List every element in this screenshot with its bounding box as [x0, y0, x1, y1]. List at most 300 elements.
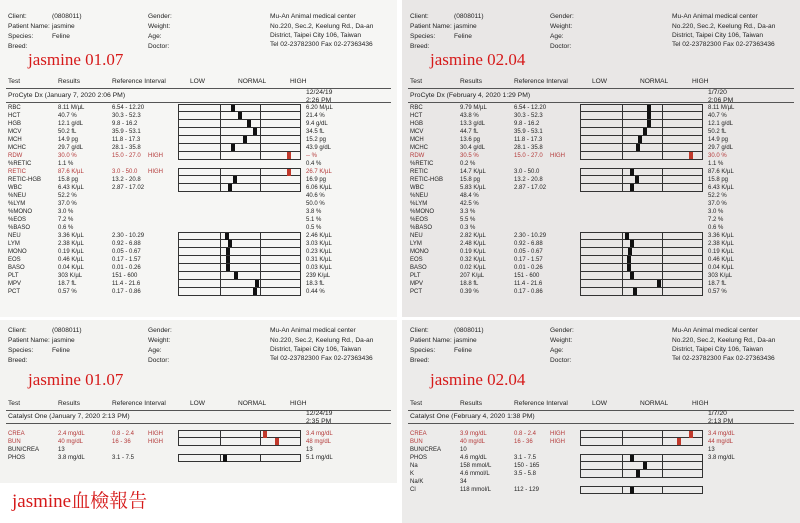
range-divider-low: [622, 264, 623, 271]
range-bar: [178, 256, 301, 264]
result-marker: [231, 105, 235, 112]
previous-value: -- %: [306, 153, 317, 159]
result-row: [402, 430, 800, 438]
reference-interval: 151 - 600: [514, 273, 540, 279]
previous-value: 26.7 K/µL: [306, 169, 332, 175]
range-divider-high: [662, 431, 663, 437]
reference-interval: 0.17 - 0.86: [514, 289, 543, 295]
clinic-phone: Tel 02-23782300 Fax 02-27363436: [270, 41, 373, 48]
reference-interval: 15.0 - 27.0: [514, 153, 543, 159]
result-marker: [636, 144, 640, 151]
range-divider-low: [220, 233, 221, 239]
result-row: [402, 256, 800, 264]
result-row: [402, 438, 800, 446]
column-header-ref: Reference Interval: [112, 400, 166, 407]
range-divider-low: [622, 462, 623, 469]
header-breed-label: Breed:: [410, 43, 430, 50]
previous-value: 3.0 %: [708, 209, 724, 215]
previous-value: 0.31 K/µL: [306, 257, 332, 263]
result-value: 2.38 K/µL: [58, 241, 84, 247]
range-bar: [580, 128, 703, 136]
range-bar: [178, 288, 301, 296]
reference-interval: 0.17 - 1.57: [514, 257, 543, 263]
result-value: 2.48 K/µL: [460, 241, 486, 247]
range-divider-low: [622, 455, 623, 461]
column-header-high: HIGH: [290, 78, 307, 85]
result-value: 15.8 pg: [58, 177, 79, 183]
column-header-test: Test: [410, 400, 423, 407]
column-header-low: LOW: [190, 78, 206, 85]
result-row: [402, 136, 800, 144]
previous-value: 40.6 %: [306, 193, 325, 199]
high-flag: HIGH: [148, 431, 163, 437]
range-divider-high: [260, 288, 261, 295]
result-row: [0, 288, 397, 296]
previous-value: 18.3 fL: [306, 281, 325, 287]
column-header-test: Test: [8, 400, 21, 407]
result-marker: [228, 184, 232, 191]
test-name: WBC: [8, 185, 22, 191]
header-patient-label: Patient Name:: [8, 23, 50, 30]
column-header-normal: NORMAL: [238, 78, 267, 85]
result-value: 29.7 g/dL: [58, 145, 84, 151]
test-name: MCHC: [410, 145, 428, 151]
range-divider-high: [662, 169, 663, 175]
result-row: [0, 256, 397, 264]
result-row: [0, 136, 397, 144]
reference-interval: 0.05 - 0.67: [112, 249, 141, 255]
reference-interval: 28.1 - 35.8: [112, 145, 141, 151]
result-marker: [228, 240, 232, 247]
result-value: 87.6 K/µL: [58, 169, 84, 175]
range-bar: [580, 438, 703, 446]
test-name: BASO: [8, 265, 25, 271]
range-divider-high: [662, 470, 663, 477]
previous-value: 5.1 mg/dL: [306, 455, 333, 461]
result-marker: [638, 136, 642, 143]
range-bar: [178, 136, 301, 144]
clinic-phone: Tel 02-23782300 Fax 02-27363436: [270, 355, 373, 362]
test-name: LYM: [410, 241, 422, 247]
range-divider-high: [260, 438, 261, 445]
header-client-value: (0808011): [454, 327, 484, 334]
result-row: [402, 200, 800, 208]
result-value: 0.02 K/µL: [460, 265, 486, 271]
reference-interval: 0.17 - 1.57: [112, 257, 141, 263]
result-value: 18.8 fL: [460, 281, 479, 287]
previous-value: 16.9 pg: [306, 177, 327, 183]
result-value: 40 mg/dL: [58, 439, 84, 445]
result-marker: [238, 112, 242, 119]
previous-value: 44 mg/dL: [708, 439, 734, 445]
range-divider-low: [622, 169, 623, 175]
report-panel-procyte-0107: [0, 0, 397, 317]
result-row: [0, 184, 397, 192]
result-marker: [226, 256, 230, 263]
range-divider-low: [622, 112, 623, 119]
result-marker: [253, 288, 257, 295]
previous-value: 2.46 K/µL: [306, 233, 332, 239]
high-flag: HIGH: [550, 431, 565, 437]
header-age-label: Age:: [550, 347, 564, 354]
test-name: WBC: [410, 185, 424, 191]
result-marker: [689, 431, 693, 438]
result-marker: [223, 455, 227, 462]
reference-interval: 16 - 36: [112, 439, 131, 445]
header-separator: [408, 410, 794, 411]
range-divider-high: [662, 176, 663, 183]
result-value: 40 mg/dL: [460, 439, 486, 445]
result-value: 52.2 %: [58, 193, 77, 199]
result-marker: [275, 438, 279, 445]
range-bar: [580, 136, 703, 144]
header-species-value: Feline: [52, 347, 70, 354]
clinic-phone: Tel 02-23782300 Fax 02-27363436: [672, 355, 775, 362]
range-divider-low: [622, 288, 623, 295]
range-divider-low: [220, 176, 221, 183]
result-value: 158 mmol/L: [460, 463, 492, 469]
reference-interval: 11.8 - 17.3: [112, 137, 141, 143]
section-title: Catalyst One (January 7, 2020 2:13 PM): [8, 413, 130, 420]
range-divider-high: [260, 105, 261, 111]
result-value: 8.11 M/µL: [58, 105, 85, 111]
column-header-results: Results: [460, 400, 482, 407]
result-marker: [627, 256, 631, 263]
section-separator: [408, 423, 794, 424]
side-date: 12/24/19: [306, 89, 333, 96]
result-value: 10: [460, 447, 467, 453]
result-value: 0.32 K/µL: [460, 257, 486, 263]
result-marker: [630, 184, 634, 191]
range-divider-low: [622, 280, 623, 287]
range-bar: [580, 152, 703, 160]
result-marker: [630, 455, 634, 462]
result-marker: [647, 120, 651, 127]
range-divider-high: [260, 248, 261, 255]
column-header-ref: Reference Interval: [514, 400, 568, 407]
header-weight-label: Weight:: [550, 23, 573, 30]
reference-interval: 35.9 - 53.1: [112, 129, 141, 135]
test-name: %BASO: [8, 225, 31, 231]
clinic-name: Mu-An Animal medical center: [270, 327, 356, 334]
range-divider-high: [662, 144, 663, 151]
range-bar: [178, 264, 301, 272]
result-marker: [226, 248, 230, 255]
side-date: 1/7/20: [708, 410, 727, 417]
result-value: 4.6 mg/dL: [460, 455, 487, 461]
test-name: %BASO: [410, 225, 433, 231]
result-value: 44.7 fL: [460, 129, 479, 135]
result-marker: [630, 240, 634, 247]
previous-value: 239 K/µL: [306, 273, 331, 279]
side-time: 2:35 PM: [306, 418, 332, 425]
previous-value: 21.4 %: [306, 113, 325, 119]
range-bar: [580, 430, 703, 438]
clinic-name: Mu-An Animal medical center: [672, 13, 758, 20]
test-name: RDW: [8, 153, 23, 159]
range-bar: [580, 462, 703, 470]
reference-interval: 9.8 - 16.2: [112, 121, 138, 127]
range-divider-low: [220, 264, 221, 271]
range-divider-high: [260, 128, 261, 135]
result-row: [0, 446, 397, 454]
result-row: [0, 232, 397, 240]
result-marker: [627, 264, 631, 271]
header-gender-label: Gender:: [148, 13, 172, 20]
header-species-value: Feline: [454, 33, 472, 40]
result-value: 30.5 %: [460, 153, 479, 159]
range-divider-low: [622, 248, 623, 255]
test-name: %EOS: [410, 217, 429, 223]
panel-date-label: jasmine 02.04: [430, 50, 526, 69]
reference-interval: 13.2 - 20.8: [112, 177, 141, 183]
range-divider-high: [260, 280, 261, 287]
range-divider-high: [662, 240, 663, 247]
test-name: %RETIC: [8, 161, 32, 167]
section-separator: [408, 102, 794, 103]
header-patient-label: Patient Name:: [410, 337, 452, 344]
previous-value: 29.7 g/dL: [708, 145, 734, 151]
reference-interval: 3.1 - 7.5: [112, 455, 135, 461]
range-bar: [580, 112, 703, 120]
header-species-label: Species:: [8, 33, 34, 40]
range-bar: [580, 144, 703, 152]
previous-value: 7.2 %: [708, 217, 724, 223]
result-value: 207 K/µL: [460, 273, 485, 279]
clinic-phone: Tel 02-23782300 Fax 02-27363436: [672, 41, 775, 48]
test-name: BUN/CREA: [8, 447, 40, 453]
result-row: [402, 168, 800, 176]
result-value: 1.1 %: [58, 161, 74, 167]
range-divider-low: [622, 240, 623, 247]
header-client-label: Client:: [8, 327, 27, 334]
result-value: 18.7 fL: [58, 281, 77, 287]
range-bar: [178, 438, 301, 446]
previous-value: 3.8 %: [306, 209, 322, 215]
previous-value: 303 K/µL: [708, 273, 733, 279]
result-row: [402, 264, 800, 272]
result-value: 9.79 M/µL: [460, 105, 487, 111]
reference-interval: 11.8 - 17.3: [514, 137, 543, 143]
result-row: [0, 430, 397, 438]
range-divider-high: [260, 184, 261, 191]
test-name: LYM: [8, 241, 20, 247]
result-value: 43.8 %: [460, 113, 479, 119]
test-name: PCT: [8, 289, 20, 295]
previous-value: 30.0 %: [708, 153, 727, 159]
result-value: 0.2 %: [460, 161, 476, 167]
section-title: ProCyte Dx (January 7, 2020 2:06 PM): [8, 92, 126, 99]
range-divider-low: [220, 256, 221, 263]
range-divider-low: [622, 144, 623, 151]
range-bar: [178, 120, 301, 128]
header-weight-label: Weight:: [148, 337, 171, 344]
range-divider-high: [662, 248, 663, 255]
result-value: 13.3 g/dL: [460, 121, 486, 127]
range-divider-high: [662, 233, 663, 239]
header-patient-value: jasmine: [52, 337, 75, 344]
result-row: [0, 152, 397, 160]
result-marker: [231, 144, 235, 151]
result-row: [0, 120, 397, 128]
column-header-high: HIGH: [290, 400, 307, 407]
previous-value: 3.4 mg/dL: [306, 431, 333, 437]
result-row: [402, 160, 800, 168]
range-divider-low: [220, 248, 221, 255]
high-flag: HIGH: [550, 439, 565, 445]
range-bar: [178, 104, 301, 112]
previous-value: 2.38 K/µL: [708, 241, 734, 247]
range-divider-low: [220, 144, 221, 151]
previous-value: 6.43 K/µL: [708, 185, 734, 191]
range-bar: [580, 470, 703, 478]
result-row: [402, 462, 800, 470]
test-name: RBC: [8, 105, 21, 111]
previous-value: 50.0 %: [306, 201, 325, 207]
header-doctor-label: Doctor:: [148, 43, 170, 50]
result-marker: [287, 152, 291, 159]
result-row: [0, 272, 397, 280]
reference-interval: 2.87 - 17.02: [112, 185, 145, 191]
range-bar: [580, 232, 703, 240]
range-divider-low: [220, 455, 221, 461]
test-name: RETIC-HGB: [410, 177, 443, 183]
header-client-label: Client:: [8, 13, 27, 20]
reference-interval: 11.4 - 21.6: [514, 281, 543, 287]
result-value: 3.9 mg/dL: [460, 431, 487, 437]
test-name: NEU: [410, 233, 423, 239]
result-marker: [625, 233, 629, 240]
reference-interval: 0.92 - 6.88: [112, 241, 141, 247]
range-bar: [580, 288, 703, 296]
range-divider-high: [662, 105, 663, 111]
range-divider-low: [622, 136, 623, 143]
result-marker: [253, 128, 257, 135]
result-value: 37.0 %: [58, 201, 77, 207]
reference-interval: 0.8 - 2.4: [112, 431, 135, 437]
test-name: HCT: [8, 113, 21, 119]
range-bar: [178, 280, 301, 288]
header-age-label: Age:: [148, 33, 162, 40]
result-value: 0.57 %: [58, 289, 77, 295]
result-value: 118 mmol/L: [460, 487, 491, 493]
clinic-address: No.220, Sec.2, Keelung Rd., Da-an District, Taipei City 106, Taiwan: [672, 337, 776, 353]
result-value: 3.8 mg/dL: [58, 455, 85, 461]
high-flag: HIGH: [148, 439, 163, 445]
result-row: [0, 240, 397, 248]
section-separator: [6, 102, 391, 103]
range-bar: [178, 144, 301, 152]
result-row: [402, 208, 800, 216]
column-header-low: LOW: [190, 400, 206, 407]
column-header-normal: NORMAL: [640, 78, 669, 85]
range-divider-low: [220, 105, 221, 111]
header-client-value: (0808011): [52, 327, 82, 334]
column-header-test: Test: [8, 78, 21, 85]
result-marker: [247, 120, 251, 127]
reference-interval: 13.2 - 20.8: [514, 177, 543, 183]
result-marker: [647, 105, 651, 112]
test-name: MPV: [410, 281, 424, 287]
clinic-address: No.220, Sec.2, Keelung Rd., Da-an District, Taipei City 106, Taiwan: [270, 23, 374, 39]
previous-value: 0.5 %: [306, 225, 322, 231]
result-value: 0.3 %: [460, 225, 476, 231]
range-bar: [580, 240, 703, 248]
range-divider-high: [260, 272, 261, 279]
previous-value: 3.8 mg/dL: [708, 455, 735, 461]
range-bar: [580, 256, 703, 264]
test-name: %RETIC: [410, 161, 434, 167]
previous-value: 15.8 pg: [708, 177, 729, 183]
range-divider-low: [220, 288, 221, 295]
test-name: %NEU: [410, 193, 429, 199]
result-row: [0, 112, 397, 120]
result-row: [0, 160, 397, 168]
result-marker: [255, 280, 259, 287]
range-bar: [178, 128, 301, 136]
reference-interval: 3.0 - 50.0: [112, 169, 138, 175]
column-header-results: Results: [58, 400, 80, 407]
header-patient-label: Patient Name:: [8, 337, 50, 344]
side-time: 2:26 PM: [306, 97, 332, 104]
result-row: [0, 438, 397, 446]
result-marker: [643, 128, 647, 135]
reference-interval: 3.0 - 50.0: [514, 169, 540, 175]
result-marker: [263, 431, 267, 438]
range-divider-high: [260, 136, 261, 143]
header-gender-label: Gender:: [550, 13, 574, 20]
range-bar: [580, 264, 703, 272]
result-value: 3.0 %: [58, 209, 74, 215]
range-bar: [178, 248, 301, 256]
previous-value: 6.06 K/µL: [306, 185, 332, 191]
range-bar: [580, 248, 703, 256]
test-name: BUN: [8, 439, 21, 445]
result-marker: [630, 169, 634, 176]
header-age-label: Age:: [148, 347, 162, 354]
range-bar: [580, 454, 703, 462]
range-divider-low: [622, 438, 623, 445]
range-divider-low: [622, 233, 623, 239]
range-bar: [580, 280, 703, 288]
result-value: 0.19 K/µL: [460, 249, 486, 255]
side-date: 1/7/20: [708, 89, 727, 96]
result-value: 12.1 g/dL: [58, 121, 84, 127]
result-row: [402, 192, 800, 200]
range-divider-low: [622, 256, 623, 263]
panel-date-label: jasmine 01.07: [28, 50, 124, 69]
previous-value: 0.04 K/µL: [708, 265, 734, 271]
range-divider-high: [662, 280, 663, 287]
test-name: PHOS: [8, 455, 26, 461]
result-marker: [657, 280, 661, 287]
previous-value: 8.11 M/µL: [708, 105, 735, 111]
result-value: 6.43 K/µL: [58, 185, 84, 191]
test-name: HGB: [8, 121, 22, 127]
column-header-low: LOW: [592, 400, 608, 407]
result-value: 0.46 K/µL: [58, 257, 84, 263]
reference-interval: 0.92 - 6.88: [514, 241, 543, 247]
range-divider-low: [220, 438, 221, 445]
test-name: RBC: [410, 105, 423, 111]
header-patient-value: jasmine: [454, 337, 477, 344]
range-divider-high: [260, 431, 261, 437]
reference-interval: 11.4 - 21.6: [112, 281, 141, 287]
column-header-high: HIGH: [692, 78, 709, 85]
reference-interval: 3.1 - 7.5: [514, 455, 537, 461]
range-bar: [178, 152, 301, 160]
range-divider-high: [662, 136, 663, 143]
